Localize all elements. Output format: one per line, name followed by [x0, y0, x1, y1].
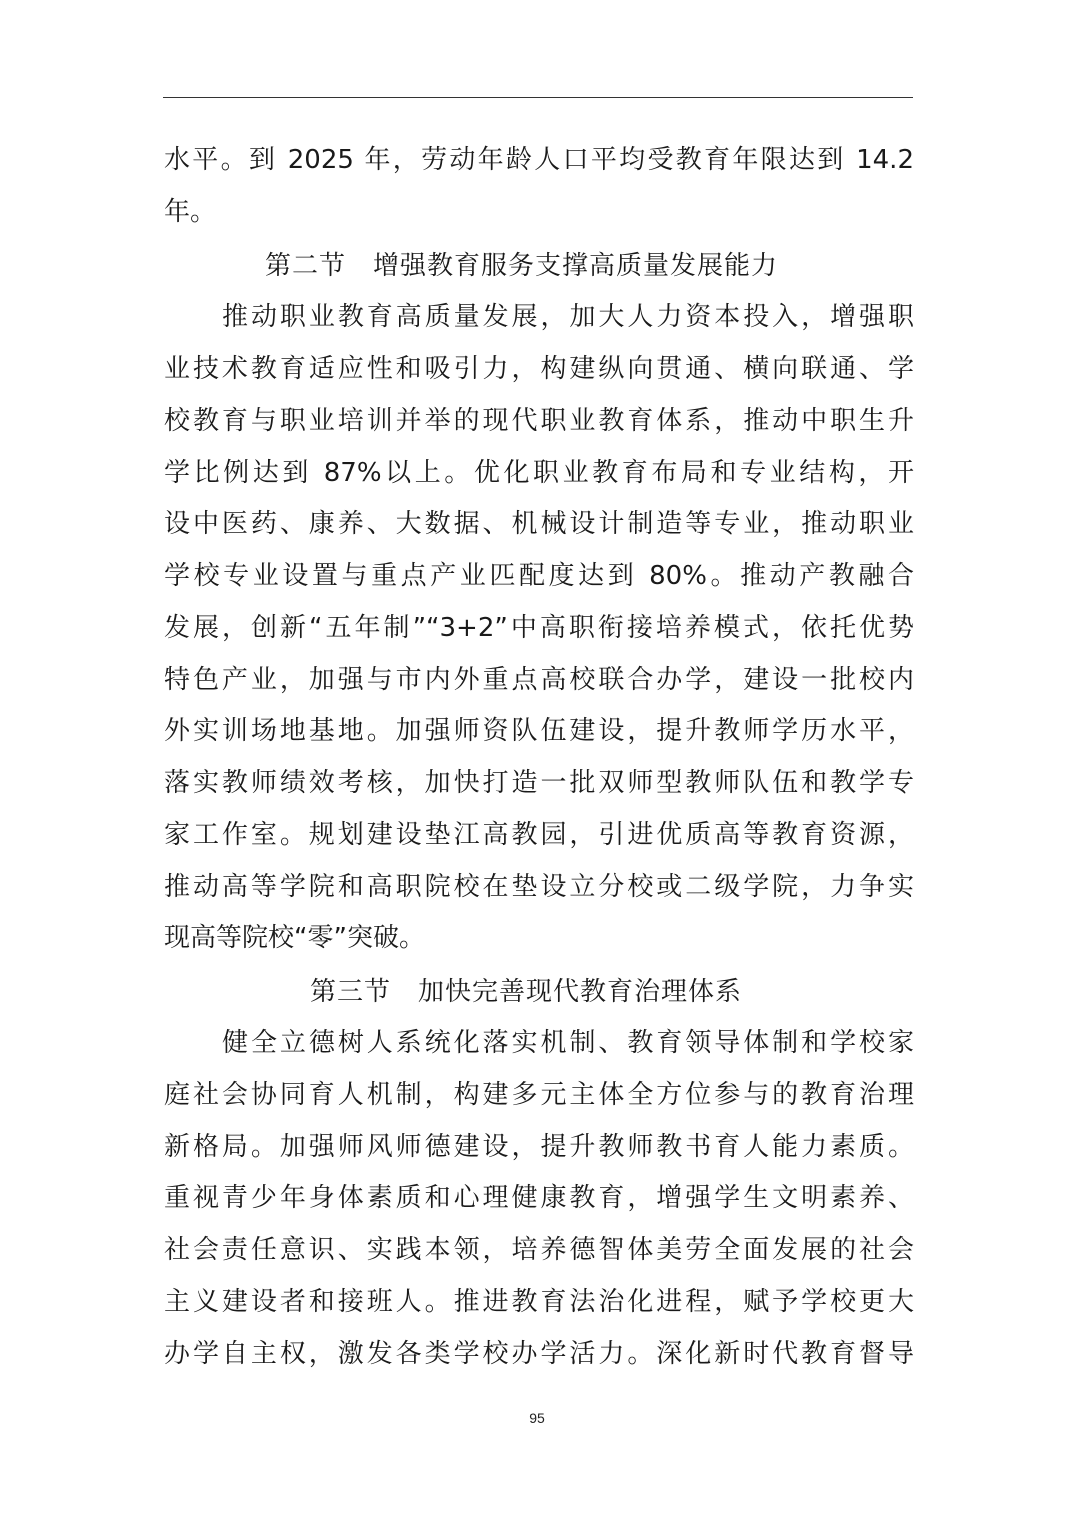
header-rule	[163, 97, 913, 98]
body-line: 学比例达到 87%以上。优化职业教育布局和专业结构，开	[164, 458, 914, 488]
section-heading-2: 第二节 增强教育服务支撑高质量发展能力	[265, 251, 779, 281]
body-line: 社会责任意识、实践本领，培养德智体美劳全面发展的社会	[164, 1235, 914, 1265]
body-line: 业技术教育适应性和吸引力，构建纵向贯通、横向联通、学	[164, 354, 914, 384]
body-line: 发展，创新“五年制”“3+2”中高职衔接培养模式，依托优势	[164, 613, 914, 643]
body-line: 推动高等学院和高职院校在垫设立分校或二级学院，力争实	[164, 872, 914, 902]
body-line: 落实教师绩效考核，加快打造一批双师型教师队伍和教学专	[164, 768, 914, 798]
body-line: 主义建设者和接班人。推进教育法治化进程，赋予学校更大	[164, 1287, 914, 1317]
body-line: 健全立德树人系统化落实机制、教育领导体制和学校家	[222, 1028, 914, 1058]
body-line: 学校专业设置与重点产业匹配度达到 80%。推动产教融合	[164, 561, 914, 591]
body-line: 外实训场地基地。加强师资队伍建设，提升教师学历水平，	[164, 716, 914, 746]
body-line: 校教育与职业培训并举的现代职业教育体系，推动中职生升	[164, 406, 914, 436]
body-line: 特色产业，加强与市内外重点高校联合办学，建设一批校内	[164, 665, 914, 695]
body-line: 新格局。加强师风师德建设，提升教师教书育人能力素质。	[164, 1132, 914, 1162]
body-line: 现高等院校“零”突破。	[164, 923, 425, 953]
section-heading-3: 第三节 加快完善现代教育治理体系	[310, 977, 743, 1007]
body-line: 庭社会协同育人机制，构建多元主体全方位参与的教育治理	[164, 1080, 914, 1110]
body-line: 家工作室。规划建设垫江高教园，引进优质高等教育资源，	[164, 820, 914, 850]
body-line: 推动职业教育高质量发展，加大人力资本投入，增强职	[222, 302, 914, 332]
body-line: 年。	[164, 197, 217, 227]
page-number: 95	[529, 1410, 545, 1426]
body-line: 重视青少年身体素质和心理健康教育，增强学生文明素养、	[164, 1183, 914, 1213]
body-line: 设中医药、康养、大数据、机械设计制造等专业，推动职业	[164, 509, 914, 539]
body-line: 水平。到 2025 年，劳动年龄人口平均受教育年限达到 14.2	[164, 145, 914, 175]
body-line: 办学自主权，激发各类学校办学活力。深化新时代教育督导	[164, 1339, 914, 1369]
